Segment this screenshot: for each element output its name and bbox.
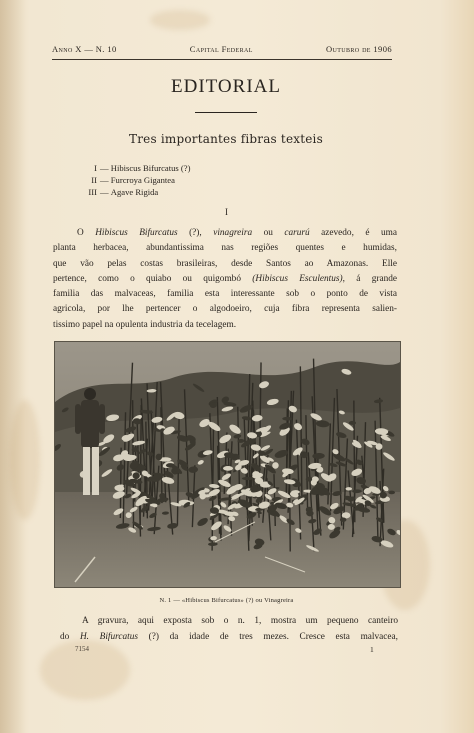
header-rule — [52, 59, 392, 60]
vinagreira-photograph — [54, 341, 401, 588]
text-run: A gravura, aqui exposta sob o n. 1, mostra um pequeno canteiro — [82, 616, 398, 626]
article-subtitle: Tres importantes fibras texteis — [129, 132, 323, 146]
italic-text: vinagreira — [213, 228, 253, 238]
text-line — [53, 226, 397, 241]
plant-leaf — [168, 428, 175, 432]
text-line — [60, 630, 398, 646]
text-run: familia das malvaceas, familia esta interessante sob o ponto de vista — [53, 289, 397, 300]
fiber-list-item: I — Hibiscus Bifurcatus (?) — [85, 162, 190, 174]
fiber-list-item: II — Furcroya Gigantea — [85, 174, 190, 186]
text-line — [53, 287, 397, 302]
text-run: que vão pelas costas brasileiras, desde Santos ao Amazonas. Elle — [53, 258, 397, 269]
figure-caption: N. 1 — «Hibiscus Bifurcatus» (?) ou Vinagreira — [159, 597, 294, 604]
text-line — [53, 257, 397, 272]
plant-leaf — [350, 503, 356, 507]
page-number: 1 — [370, 645, 374, 654]
text-run: agricola, por lhe pertencer o algodoeiro, cuja fibra representa salien- — [53, 304, 397, 315]
text-line — [53, 302, 397, 317]
italic-text: H. Bifurcatus — [79, 631, 139, 642]
text-run: (?) da idade de tres mezes. Cresce esta malvacea, — [138, 631, 398, 642]
issue-date: Outubro de 1906 — [325, 44, 392, 54]
text-run: azevedo, é uma — [309, 228, 397, 238]
photo-illustration — [55, 342, 400, 587]
italic-text: carurú — [284, 228, 310, 238]
text-run: pertence, como o quiabo ou quigombó — [53, 273, 253, 284]
text-run: O — [77, 228, 96, 238]
text-run: , á grande — [342, 273, 397, 284]
publication-place: Capital Federal — [189, 44, 253, 54]
text-run: ou — [252, 228, 285, 238]
fiber-number: II — [91, 175, 97, 185]
section-number: I — [225, 207, 228, 217]
text-line — [60, 614, 398, 630]
paper-stain — [150, 10, 210, 30]
body-paragraph — [53, 226, 397, 333]
text-line — [53, 318, 397, 333]
running-header — [52, 44, 392, 58]
fiber-number: I — [94, 163, 97, 173]
text-run: tissimo papel na opulenta industria da tecelagem. — [53, 319, 237, 330]
fiber-list-item: III — Agave Rigida — [85, 186, 190, 198]
text-run: (?), — [177, 228, 214, 238]
plant-leaf — [375, 443, 382, 450]
page-title: EDITORIAL — [171, 76, 281, 97]
signature-mark: 7154 — [75, 645, 89, 653]
italic-text: (Hibiscus Esculentus) — [252, 273, 343, 284]
text-line — [53, 241, 397, 256]
issue-number: Anno X — N. 10 — [52, 44, 117, 54]
text-run: do — [60, 631, 80, 642]
fiber-name: Furcroya Gigantea — [110, 175, 175, 185]
paper-stain — [10, 400, 40, 520]
fiber-list — [85, 162, 190, 198]
italic-text: Hibiscus Bifurcatus — [95, 228, 178, 238]
plant-leaf — [346, 487, 353, 490]
plant-leaf — [242, 477, 253, 480]
fiber-name: Hibiscus Bifurcatus (?) — [110, 163, 191, 173]
plant-leaf — [223, 466, 233, 471]
fiber-number: III — [88, 187, 97, 197]
text-run: planta herbacea, abundantissima nas regiões quentes e humidas, — [53, 243, 397, 254]
title-rule — [195, 112, 257, 113]
text-line — [53, 272, 397, 287]
body-paragraph — [60, 614, 398, 645]
fiber-name: Agave Rigida — [110, 187, 159, 197]
